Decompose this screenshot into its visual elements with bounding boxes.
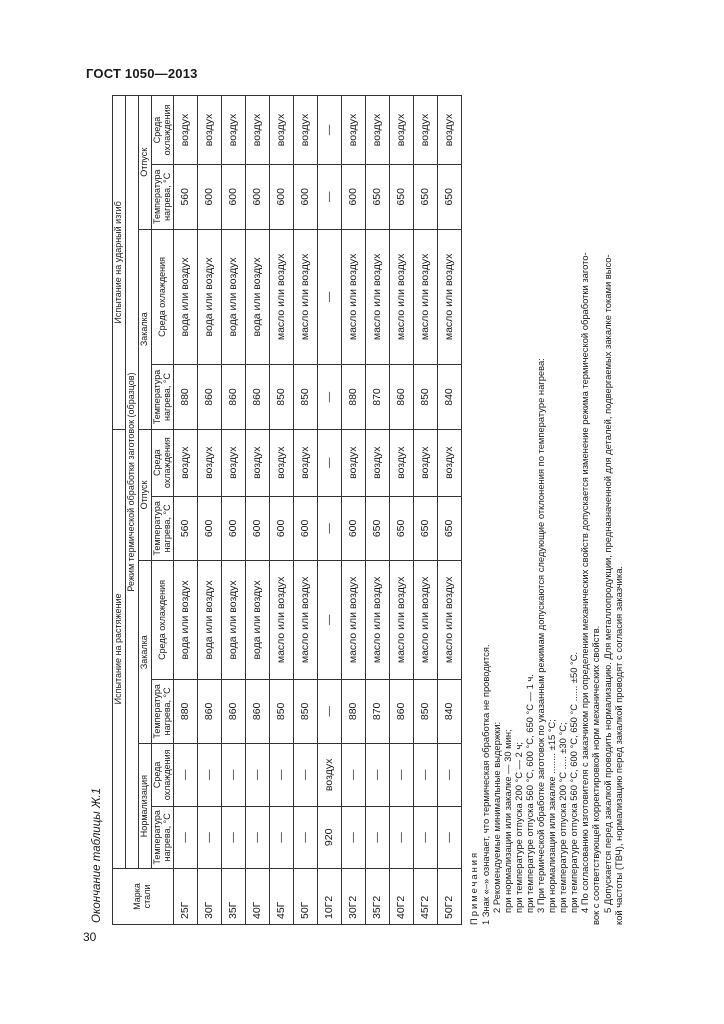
table-cell: 920 (318, 806, 342, 868)
table-cell: 600 (198, 496, 222, 561)
table-cell: 600 (342, 164, 366, 229)
table-cell: 850 (270, 679, 294, 744)
table-cell: — (174, 744, 198, 806)
table-cell: воздух (390, 429, 414, 496)
table-cell: — (414, 744, 438, 806)
table-cell: воздух (198, 96, 222, 165)
table-cell: масло или воздух (294, 561, 318, 679)
table-cell: масло или воздух (390, 229, 414, 365)
table-row (318, 96, 342, 925)
table-cell: — (270, 744, 294, 806)
grade-cell: 30Г (198, 869, 222, 925)
table-cell: масло или воздух (294, 229, 318, 365)
table-cell: воздух (294, 96, 318, 165)
table-cell: — (222, 744, 246, 806)
table-cell: 860 (198, 365, 222, 430)
temperature-header: Температура нагрева, °С (151, 496, 174, 561)
table-cell: воздух (198, 429, 222, 496)
grade-cell: 10Г2 (318, 869, 342, 925)
table-row (390, 96, 414, 925)
temperature-header: Температура нагрева, °С (151, 365, 174, 430)
table-cell: 650 (438, 496, 462, 561)
tensile-header: Испытание на растяжение (113, 429, 126, 868)
table-cell: 840 (438, 365, 462, 430)
table-cell: — (318, 679, 342, 744)
table-cell: — (222, 806, 246, 868)
table-row (270, 96, 294, 925)
table-cell: масло или воздух (270, 561, 294, 679)
table-cell: — (390, 806, 414, 868)
grade-cell: 40Г (246, 869, 270, 925)
table-row (222, 96, 246, 925)
table-cell: — (414, 806, 438, 868)
note-line: при температуре отпуска 200 °С ..... ±30 °С; (557, 722, 569, 913)
table-cell: 860 (246, 679, 270, 744)
grade-cell: 50Г (294, 869, 318, 925)
grade-header: Марка стали (113, 869, 174, 925)
table-cell: вода или воздух (222, 561, 246, 679)
temperature-header: Температура нагрева, °С (151, 164, 174, 229)
quenching-header-impact: Закалка (138, 229, 151, 429)
table-row (246, 96, 270, 925)
table-cell: вода или воздух (174, 229, 198, 365)
table-cell: масло или воздух (342, 229, 366, 365)
table-cell: 860 (390, 365, 414, 430)
table-cell: вода или воздух (174, 561, 198, 679)
table-cell: 600 (270, 164, 294, 229)
grade-cell: 50Г2 (438, 869, 462, 925)
grade-cell: 45Г (270, 869, 294, 925)
medium-header: Среда охлаждения (151, 561, 174, 679)
rotated-table-block (90, 95, 650, 925)
tempering-header: Отпуск (138, 429, 151, 560)
table-cell: — (366, 806, 390, 868)
temperature-header: Температура нагрева, °С (151, 679, 174, 744)
table-cell: воздух (414, 429, 438, 496)
table-cell: — (318, 365, 342, 430)
table-cell: 650 (438, 164, 462, 229)
note-line: при нормализации или закалке ........ ±15 °С; (546, 719, 558, 913)
impact-header: Испытание на ударный изгиб (113, 96, 126, 430)
medium-header: Среда охлаждения (151, 96, 174, 165)
table-cell: 880 (174, 365, 198, 430)
table-row (294, 96, 318, 925)
table-cell: — (198, 806, 222, 868)
table-cell: масло или воздух (438, 561, 462, 679)
quenching-header: Закалка (138, 561, 151, 744)
grade-cell: 40Г2 (390, 869, 414, 925)
table-cell: 600 (222, 164, 246, 229)
note-line: 3 При термической обработке заготовок по указанным режимам допускаются следующие отклонения по температуре нагрева: (535, 358, 547, 913)
table-cell: 850 (414, 679, 438, 744)
table-cell: — (294, 806, 318, 868)
table-caption: Окончание таблицы Ж.1 (91, 787, 103, 923)
table-cell: — (270, 806, 294, 868)
table-cell: масло или воздух (438, 229, 462, 365)
table-cell: воздух (270, 429, 294, 496)
table-cell: воздух (366, 429, 390, 496)
table-cell: масло или воздух (270, 229, 294, 365)
table-cell: 880 (342, 679, 366, 744)
table-cell: 880 (342, 365, 366, 430)
notes-block (468, 95, 623, 925)
table-cell: 650 (366, 164, 390, 229)
table-cell: воздух (342, 96, 366, 165)
notes-title: Примечания (468, 850, 480, 925)
table-cell: воздух (174, 96, 198, 165)
medium-header: Среда охлаждения (151, 429, 174, 496)
grade-cell: 45Г2 (414, 869, 438, 925)
table-cell: вода или воздух (246, 561, 270, 679)
regime-header: Режим термической обработки заготовок (образцов) (125, 96, 138, 869)
table-cell: воздух (222, 429, 246, 496)
table-cell: 560 (174, 496, 198, 561)
table-cell: 650 (366, 496, 390, 561)
document-code: ГОСТ 1050—2013 (86, 66, 198, 81)
grade-cell: 35Г2 (366, 869, 390, 925)
note-line: 2 Рекомендуемые минимальные выдержки: (490, 721, 502, 913)
tempering-header-impact: Отпуск (138, 96, 151, 230)
table-cell: 880 (174, 679, 198, 744)
table-cell: воздух (174, 429, 198, 496)
table-cell: 600 (270, 496, 294, 561)
table-cell: масло или воздух (390, 561, 414, 679)
table-cell: — (246, 744, 270, 806)
table-cell: — (438, 806, 462, 868)
table-cell: — (318, 164, 342, 229)
table-cell: — (318, 561, 342, 679)
table-cell: — (366, 744, 390, 806)
table-cell: 840 (438, 679, 462, 744)
table-cell: 850 (414, 365, 438, 430)
table-cell: — (294, 744, 318, 806)
table-cell: 870 (366, 365, 390, 430)
table-cell: воздух (342, 429, 366, 496)
table-cell: 860 (246, 365, 270, 430)
table-cell: 600 (342, 496, 366, 561)
table-cell: воздух (246, 96, 270, 165)
table-cell: 850 (270, 365, 294, 430)
table-cell: вода или воздух (222, 229, 246, 365)
table-cell: 860 (222, 679, 246, 744)
table-row (342, 96, 366, 925)
table-cell: — (174, 806, 198, 868)
table-cell: 650 (414, 164, 438, 229)
note-line: 1 Знак «–» означает, что термическая обработка не проводится. (479, 644, 491, 925)
grade-cell: 30Г2 (342, 869, 366, 925)
table-cell: 600 (294, 164, 318, 229)
table-cell: воздух (246, 429, 270, 496)
table-cell: вода или воздух (198, 561, 222, 679)
grade-cell: 35Г (222, 869, 246, 925)
note-line: 5 Допускается перед закалкой проводить нормализацию. Для металлопродукции, предназначенной для деталей, подвергаемых закалке токами высо- (601, 254, 613, 913)
note-line: кой частоты (ТВЧ), нормализацию перед закалкой проводят с согласия заказчика. (612, 565, 624, 925)
table-cell: воздух (222, 96, 246, 165)
table-cell: — (198, 744, 222, 806)
note-line: при температуре отпуска 560 °С, 600 °С, 650 °С — 1 ч. (523, 674, 535, 913)
table-cell: — (318, 96, 342, 165)
table-row (438, 96, 462, 925)
table-row (366, 96, 390, 925)
notes-lines (480, 95, 624, 925)
table-cell: воздух (390, 96, 414, 165)
table-cell: воздух (270, 96, 294, 165)
table-cell: 600 (246, 496, 270, 561)
table-row (198, 96, 222, 925)
table-cell: 600 (294, 496, 318, 561)
page-number: 30 (83, 930, 97, 944)
table-cell: — (318, 496, 342, 561)
table-cell: 560 (174, 164, 198, 229)
table-cell: 600 (198, 164, 222, 229)
table-row (174, 96, 198, 925)
note-line: вок с соответствующей корректировкой норм механических свойств. (590, 625, 602, 925)
table-cell: — (318, 229, 342, 365)
heat-treatment-table (112, 95, 462, 925)
table-cell: 860 (390, 679, 414, 744)
table-cell: 850 (294, 365, 318, 430)
medium-header: Среда охлаждения (151, 744, 174, 806)
table-cell: — (438, 744, 462, 806)
table-cell: — (318, 429, 342, 496)
table-cell: — (390, 744, 414, 806)
table-cell: воздух (366, 96, 390, 165)
table-row (414, 96, 438, 925)
table-cell: воздух (438, 96, 462, 165)
table-cell: вода или воздух (246, 229, 270, 365)
table-cell: воздух (438, 429, 462, 496)
note-line: при температуре отпуска 200 °С — 2 ч; (512, 742, 524, 913)
medium-header: Среда охлаждения (151, 229, 174, 365)
table-cell: — (342, 806, 366, 868)
table-cell: 600 (246, 164, 270, 229)
subheader-row (151, 96, 174, 925)
table-cell: 870 (366, 679, 390, 744)
table-cell: вода или воздух (198, 229, 222, 365)
table-cell: 650 (390, 164, 414, 229)
grade-cell: 25Г (174, 869, 198, 925)
table-cell: масло или воздух (342, 561, 366, 679)
table-cell: масло или воздух (414, 561, 438, 679)
table-cell: 650 (390, 496, 414, 561)
table-cell: 860 (198, 679, 222, 744)
note-line: при температуре отпуска 560 °С, 600 °С, 650 °С ...... ±50 °С. (568, 651, 580, 913)
table-body (174, 96, 462, 925)
normalization-header: Нормализация (138, 744, 151, 869)
table-cell: масло или воздух (414, 229, 438, 365)
table-cell: масло или воздух (366, 229, 390, 365)
table-cell: воздух (414, 96, 438, 165)
table-cell: 850 (294, 679, 318, 744)
note-line: 4 По согласованию изготовителя с заказчиком при определении механических свойств допускается изменение режима термической обработки загото- (579, 252, 591, 913)
table-cell: — (342, 744, 366, 806)
temperature-header: Температура нагрева, °С (151, 806, 174, 868)
table-cell: воздух (318, 744, 342, 806)
table-cell: воздух (294, 429, 318, 496)
table-cell: 600 (222, 496, 246, 561)
table-cell: масло или воздух (366, 561, 390, 679)
note-line: при нормализации или закалке — 30 мин; (501, 729, 513, 913)
table-cell: 650 (414, 496, 438, 561)
table-cell: 860 (222, 365, 246, 430)
table-cell: — (246, 806, 270, 868)
